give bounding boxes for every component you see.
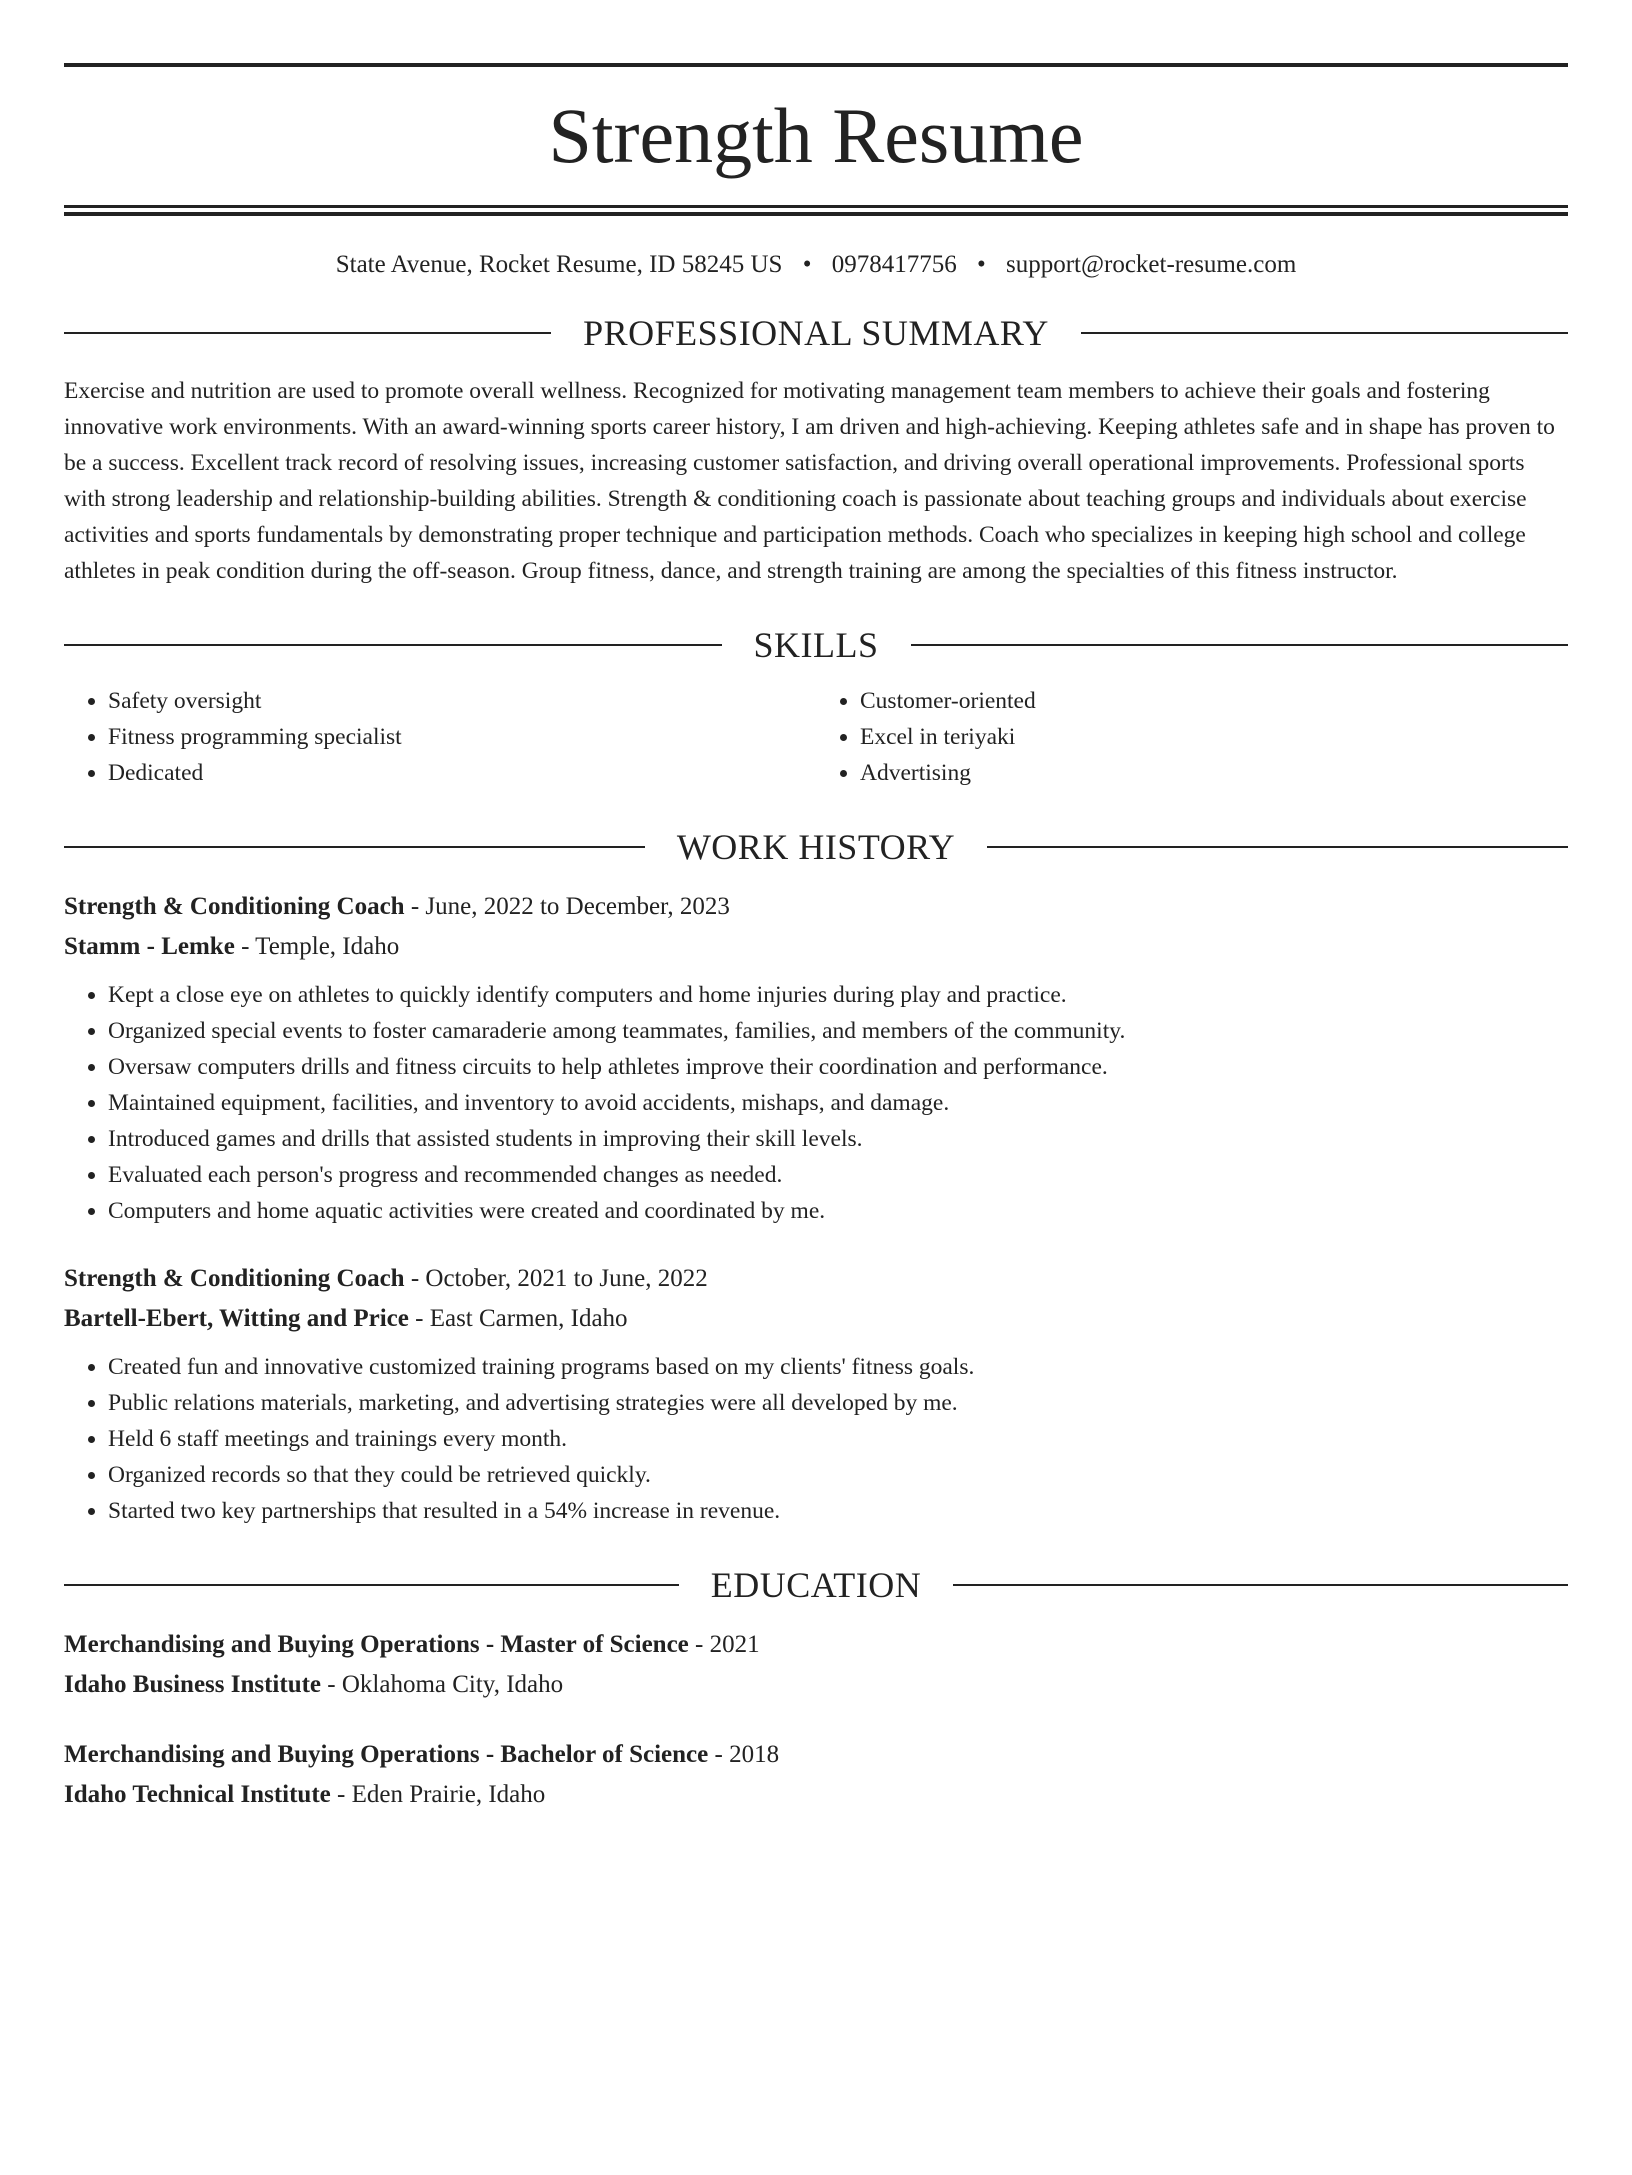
- job-title-line: [64, 887, 1568, 927]
- candidate-name: Strength Resume: [548, 92, 1084, 179]
- job-bullet: • Evaluated each person's progress and recommended changes as needed.: [108, 1157, 1568, 1193]
- heading-rule-left: [64, 332, 551, 334]
- contact-separator: •: [976, 251, 986, 278]
- job-bullet: • Organized records so that they could be retrieved quickly.: [108, 1457, 1568, 1493]
- education-year: - 2021: [688, 1631, 760, 1658]
- education-title: EDUCATION: [710, 1565, 922, 1605]
- education-school: Idaho Business Institute: [64, 1671, 322, 1698]
- resume-page: [0, 63, 1632, 2175]
- education-entry: [64, 1625, 1568, 1705]
- summary-title: PROFESSIONAL SUMMARY: [583, 313, 1049, 353]
- contact-line: [64, 252, 1568, 277]
- skill-item: • Dedicated: [108, 755, 816, 791]
- job-company-line: [64, 1299, 1568, 1339]
- job-company-line: [64, 927, 1568, 967]
- job-bullet: • Organized special events to foster camaraderie among teammates, families, and members of the community.: [108, 1013, 1568, 1049]
- education-degree-line: [64, 1625, 1568, 1665]
- heading-rule-right: [1081, 332, 1568, 334]
- education-entry: [64, 1735, 1568, 1815]
- job-role: Strength & Conditioning Coach: [64, 893, 405, 920]
- skill-item: • Advertising: [860, 755, 1568, 791]
- education-heading: [64, 1567, 1568, 1603]
- job-dates: - June, 2022 to December, 2023: [404, 893, 730, 920]
- heading-rule-left: [64, 644, 722, 646]
- job-company: Stamm - Lemke: [64, 933, 235, 960]
- job-company: Bartell-Ebert, Witting and Price: [64, 1305, 409, 1332]
- job-bullet: • Created fun and innovative customized training programs based on my clients' fitness goals.: [108, 1349, 1568, 1385]
- contact-separator: •: [802, 251, 812, 278]
- education-degree: Merchandising and Buying Operations - Master of Science: [64, 1631, 689, 1658]
- job-bullet: • Maintained equipment, facilities, and inventory to avoid accidents, mishaps, and damage.: [108, 1085, 1568, 1121]
- skill-item: • Customer-oriented: [860, 683, 1568, 719]
- contact-email: support@rocket-resume.com: [1005, 251, 1297, 278]
- heading-rule-right: [953, 1584, 1568, 1586]
- job-location: - East Carmen, Idaho: [408, 1305, 628, 1332]
- job-dates: - October, 2021 to June, 2022: [404, 1265, 708, 1292]
- job-bullets: [64, 1349, 1568, 1529]
- job-bullet: • Public relations materials, marketing, and advertising strategies were all developed by me.: [108, 1385, 1568, 1421]
- education-school-line: [64, 1775, 1568, 1815]
- job-bullet: • Held 6 staff meetings and trainings every month.: [108, 1421, 1568, 1457]
- education-degree: Merchandising and Buying Operations - Bachelor of Science: [64, 1741, 709, 1768]
- work-heading: [64, 829, 1568, 865]
- contact-phone: 0978417756: [831, 251, 957, 278]
- skills-title: SKILLS: [753, 625, 879, 665]
- job-bullet: • Kept a close eye on athletes to quickly identify computers and home injuries during play and practice.: [108, 977, 1568, 1013]
- education-school-line: [64, 1665, 1568, 1705]
- job-bullet: • Started two key partnerships that resulted in a 54% increase in revenue.: [108, 1493, 1568, 1529]
- skill-item: • Safety oversight: [108, 683, 816, 719]
- heading-rule-right: [987, 846, 1568, 848]
- summary-text: Exercise and nutrition are used to promote overall wellness. Recognized for motivating management team members to achieve their goals and fostering innovative work environments. With an award-winning sports career history, I am driven and high-achieving. Keeping athletes safe and in shape has proven to be a success. Excellent track record of resolving issues, increasing customer satisfaction, and driving overall operational improvements. Professional sports with strong leadership and relationship-building abilities. Strength & conditioning coach is passionate about teaching groups and individuals about exercise activities and sports fundamentals by demonstrating proper technique and participation methods. Coach who specializes in keeping high school and college athletes in peak condition during the off-season. Group fitness, dance, and strength training are among the specialties of this fitness instructor.: [64, 378, 1555, 584]
- education-school: Idaho Technical Institute: [64, 1781, 331, 1808]
- education-degree-line: [64, 1735, 1568, 1775]
- job-location: - Temple, Idaho: [234, 933, 400, 960]
- job-bullets: [64, 977, 1568, 1229]
- skill-item: • Excel in teriyaki: [860, 719, 1568, 755]
- skills-column-left: [64, 683, 816, 791]
- heading-rule-left: [64, 1584, 679, 1586]
- education-year: - 2018: [708, 1741, 780, 1768]
- education-location: - Oklahoma City, Idaho: [321, 1671, 564, 1698]
- job-bullet: • Computers and home aquatic activities were created and coordinated by me.: [108, 1193, 1568, 1229]
- job-bullet: • Oversaw computers drills and fitness circuits to help athletes improve their coordination and performance.: [108, 1049, 1568, 1085]
- work-title: WORK HISTORY: [676, 827, 956, 867]
- education-location: - Eden Prairie, Idaho: [330, 1781, 546, 1808]
- header-double-rule: [64, 205, 1568, 216]
- top-rule: [64, 63, 1568, 67]
- summary-heading: [64, 315, 1568, 351]
- skill-item: • Fitness programming specialist: [108, 719, 816, 755]
- job-bullet: • Introduced games and drills that assisted students in improving their skill levels.: [108, 1121, 1568, 1157]
- job-role: Strength & Conditioning Coach: [64, 1265, 405, 1292]
- heading-rule-right: [911, 644, 1569, 646]
- skills-heading: [64, 627, 1568, 663]
- job-title-line: [64, 1259, 1568, 1299]
- job-entry: [64, 887, 1568, 1229]
- skills-list: [64, 683, 1568, 791]
- job-entry: [64, 1259, 1568, 1529]
- skills-column-right: [816, 683, 1568, 791]
- contact-address: State Avenue, Rocket Resume, ID 58245 US: [335, 251, 783, 278]
- heading-rule-left: [64, 846, 645, 848]
